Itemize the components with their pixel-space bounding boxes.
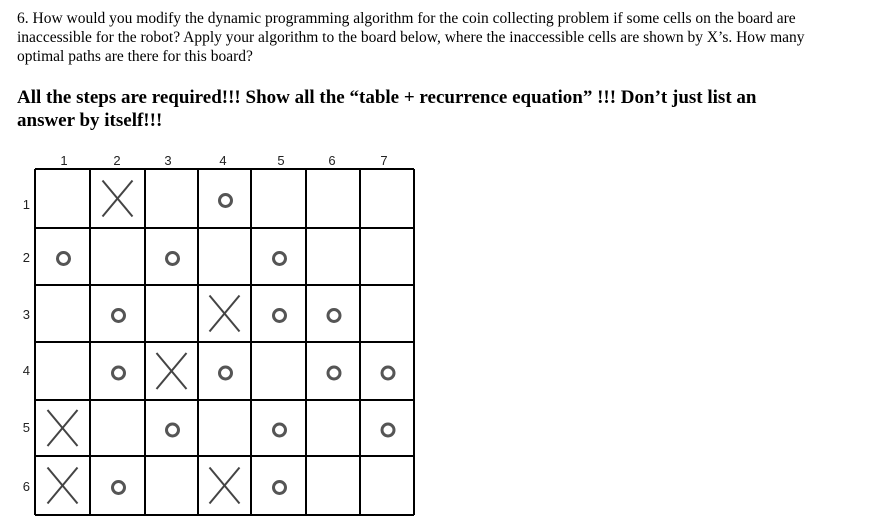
coin-icon — [328, 310, 340, 322]
row-label: 1 — [22, 197, 30, 212]
coin-icon — [58, 253, 70, 265]
column-label: 7 — [380, 153, 388, 168]
coin-board — [0, 145, 886, 522]
coin-icon — [328, 367, 340, 379]
column-label: 6 — [328, 153, 336, 168]
x-mark-icon — [210, 468, 240, 504]
coin-icon — [382, 367, 394, 379]
row-label: 5 — [22, 420, 30, 435]
board-grid — [35, 169, 414, 515]
column-label: 5 — [277, 153, 285, 168]
x-mark-icon — [48, 410, 78, 446]
row-label: 6 — [22, 479, 30, 494]
coin-icon — [113, 310, 125, 322]
column-labels — [60, 153, 387, 168]
x-mark-icon — [103, 181, 133, 217]
coin-markers — [58, 195, 395, 494]
x-mark-icon — [48, 468, 78, 504]
x-mark-icon — [210, 296, 240, 332]
coin-icon — [220, 367, 232, 379]
row-label: 2 — [22, 250, 30, 265]
row-labels — [23, 197, 30, 494]
coin-icon — [274, 310, 286, 322]
column-label: 2 — [113, 153, 121, 168]
coin-icon — [274, 482, 286, 494]
row-label: 3 — [22, 307, 30, 322]
column-label: 1 — [60, 153, 68, 168]
coin-icon — [274, 424, 286, 436]
question-text: 6. How would you modify the dynamic programming algorithm for the coin collecting problem if some cells on the board are inaccessible for the robot? Apply your algorithm to the board below, where the inaccessible cells are shown by X’s. How many optimal paths are there for this board? — [17, 10, 805, 65]
row-label: 4 — [22, 363, 30, 378]
instruction-text: All the steps are required!!! Show all the “table + recurrence equation” !!! Don’t just list an answer by itself!!! — [17, 87, 757, 131]
coin-icon — [274, 253, 286, 265]
coin-icon — [167, 253, 179, 265]
coin-icon — [382, 424, 394, 436]
coin-icon — [220, 195, 232, 207]
coin-icon — [113, 367, 125, 379]
column-label: 4 — [219, 153, 227, 168]
coin-icon — [167, 424, 179, 436]
column-label: 3 — [164, 153, 172, 168]
coin-icon — [113, 482, 125, 494]
x-mark-icon — [157, 353, 187, 389]
